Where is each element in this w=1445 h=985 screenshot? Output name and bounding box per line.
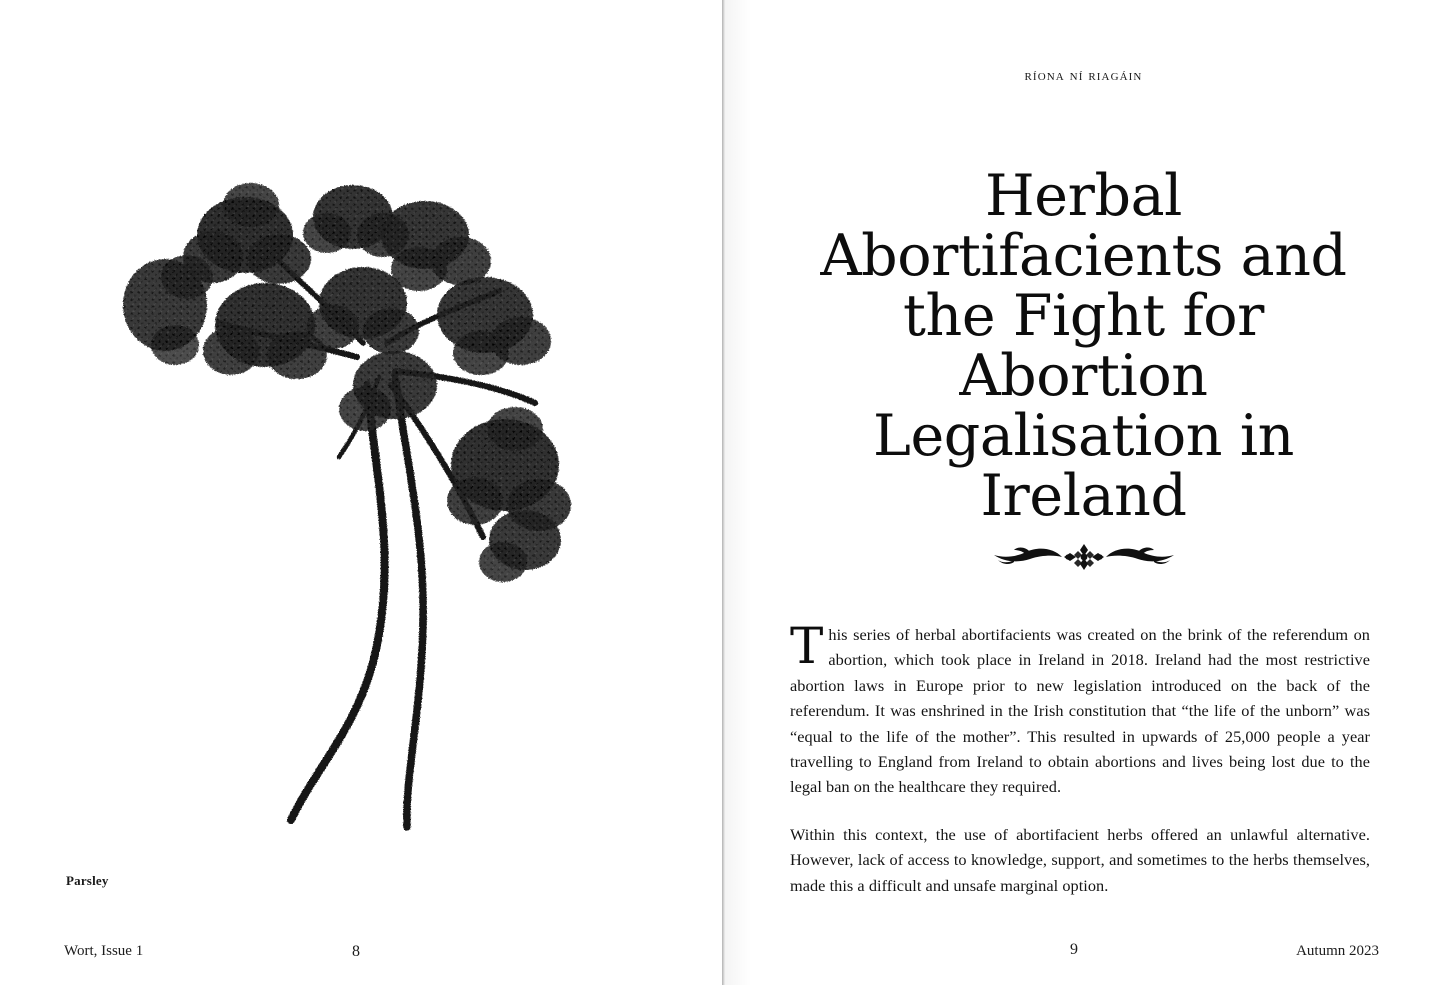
- spread-gutter-shadow: [725, 0, 751, 985]
- title-line: Legalisation in: [873, 403, 1294, 470]
- author-byline: ríona ní riagáin: [1024, 68, 1143, 84]
- page-title: [806, 163, 1361, 530]
- title-line: Abortifacients and: [820, 223, 1347, 290]
- paragraph-text: his series of herbal abortifacients was created on the brink of the referendum on abortion, which took place in Ireland in 2018. Ireland had the most restrictive abortion laws in Europe prior to new legislation introduced on the back of the referendum. It was enshrined in the Irish constitution that “the life of the unborn” was “equal to the life of the mother”. This resulted in upwards of 25,000 people a year travelling to England from Ireland to obtain abortions and lives being lost due to the legal ban on the healthcare they required.: [790, 625, 1370, 797]
- paragraph: [790, 617, 1370, 800]
- plate-caption: Parsley: [66, 873, 109, 888]
- footer-publication-label: Wort, Issue 1: [64, 943, 144, 959]
- page-number-left: 8: [352, 943, 360, 960]
- title-line: Ireland: [980, 463, 1187, 530]
- left-page: [0, 0, 722, 985]
- page-number-right: 9: [1070, 941, 1078, 958]
- footer-issue-date: Autumn 2023: [1296, 943, 1379, 959]
- title-line: Abortion: [959, 343, 1208, 410]
- title-line: Herbal: [985, 163, 1182, 230]
- title-line: the Fight for: [903, 283, 1264, 350]
- right-page: [722, 0, 1445, 985]
- drop-cap: T: [790, 617, 824, 675]
- floral-divider-ornament: [722, 540, 1445, 574]
- paragraph: [790, 822, 1370, 898]
- paragraph-text: Within this context, the use of abortifacient herbs offered an unlawful alternative. However, lack of access to knowledge, support, and sometimes to the herbs themselves, made this a difficult and unsafe marginal option.: [790, 824, 1370, 895]
- article-body: [790, 617, 1370, 920]
- parsley-illustration: [95, 85, 615, 845]
